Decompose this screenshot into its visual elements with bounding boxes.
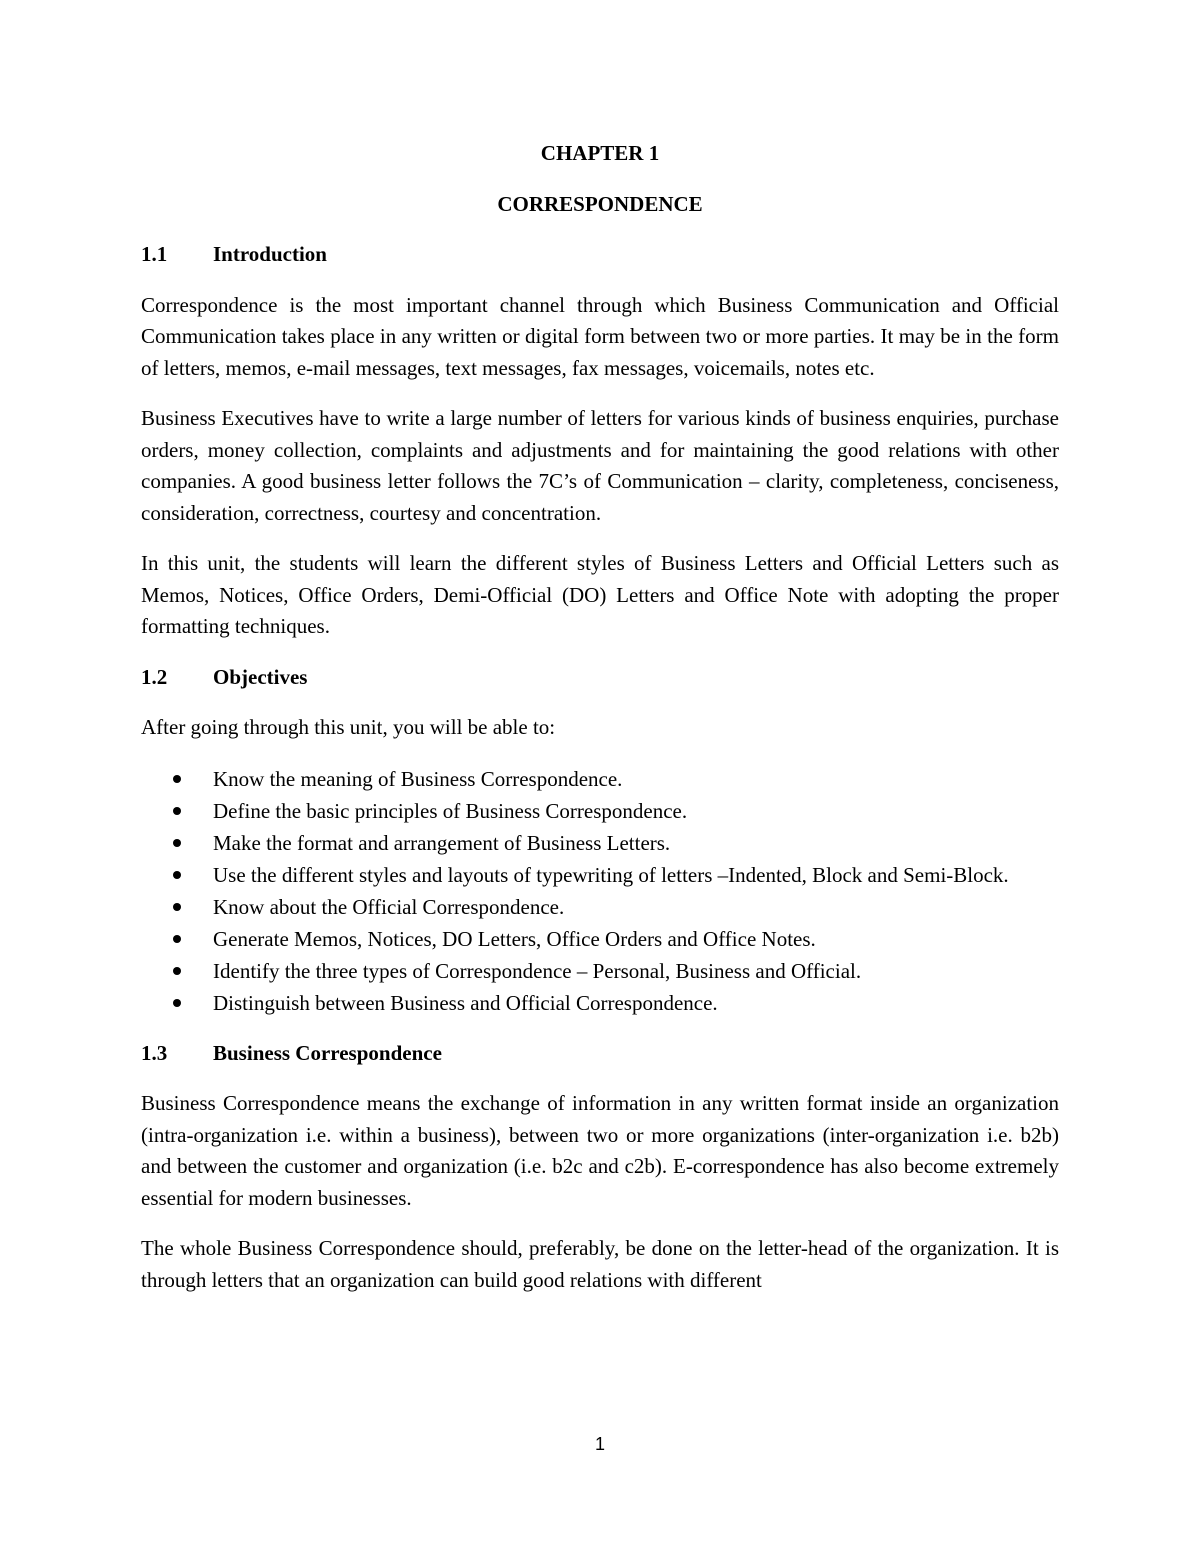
section-number: 1.3	[141, 1040, 168, 1065]
list-item: Know about the Official Correspondence.	[141, 891, 1059, 923]
section-title: Business Correspondence	[213, 1040, 442, 1065]
bullet-icon	[173, 999, 181, 1007]
list-item: Make the format and arrangement of Business Letters.	[141, 827, 1059, 859]
paragraph: Correspondence is the most important channel through which Business Communication and Official Communication takes place in any written or digital form between two or more parties. It may be in the form of letters, memos, e-mail messages, text messages, fax messages, voicemails, notes etc.	[141, 292, 1059, 380]
chapter-label: CHAPTER 1	[540, 141, 660, 165]
list-item: Know the meaning of Business Correspondence.	[141, 763, 1059, 795]
section-heading-objectives	[141, 662, 1059, 694]
chapter-title: CORRESPONDENCE	[497, 191, 703, 216]
section-number: 1.1	[141, 242, 168, 266]
document-page	[141, 138, 1059, 1315]
bullet-icon	[173, 807, 181, 815]
list-item: Identify the three types of Correspondence – Personal, Business and Official.	[141, 955, 1059, 987]
paragraph: Business Correspondence means the exchange of information in any written format inside an organization (intra-organization i.e. within a business), between two or more organizations (inter-organization i.e. b2b) and between the customer and organization (i.e. b2c and c2b). E-correspondence has also become extremely essential for modern businesses.	[141, 1091, 1059, 1210]
paragraph: Business Executives have to write a large number of letters for various kinds of business enquiries, purchase orders, money collection, complaints and adjustments and for maintaining the good relations with other companies. A good business letter follows the 7C’s of Communication – clarity, completeness, conciseness, consideration, correctness, courtesy and concentration.	[141, 406, 1059, 525]
list-item: Distinguish between Business and Official Correspondence.	[141, 987, 1059, 1019]
bullet-icon	[173, 967, 181, 975]
list-item: Use the different styles and layouts of typewriting of letters –Indented, Block and Semi-Block.	[141, 859, 1059, 891]
bullet-icon	[173, 839, 181, 847]
objectives-intro: After going through this unit, you will be able to:	[141, 715, 556, 739]
bullet-icon	[173, 903, 181, 911]
paragraph: In this unit, the students will learn the different styles of Business Letters and Official Letters such as Memos, Notices, Office Orders, Demi-Official (DO) Letters and Office Note with adopting the proper formatting techniques.	[141, 551, 1059, 638]
objectives-list	[141, 763, 1059, 1019]
section-title: Introduction	[213, 242, 327, 266]
list-item: Define the basic principles of Business Correspondence.	[141, 795, 1059, 827]
list-item: Generate Memos, Notices, DO Letters, Office Orders and Office Notes.	[141, 923, 1059, 955]
bullet-icon	[173, 775, 181, 783]
section-heading-business-correspondence	[141, 1038, 1059, 1070]
page-number: 1	[594, 1434, 605, 1454]
section-number: 1.2	[141, 664, 168, 689]
bullet-icon	[173, 935, 181, 943]
section-title: Objectives	[213, 664, 308, 689]
section-heading-introduction	[141, 239, 1059, 271]
paragraph: The whole Business Correspondence should, preferably, be done on the letter-head of the organization. It is through letters that an organization can build good relations with different	[141, 1236, 1059, 1292]
bullet-icon	[173, 871, 181, 879]
